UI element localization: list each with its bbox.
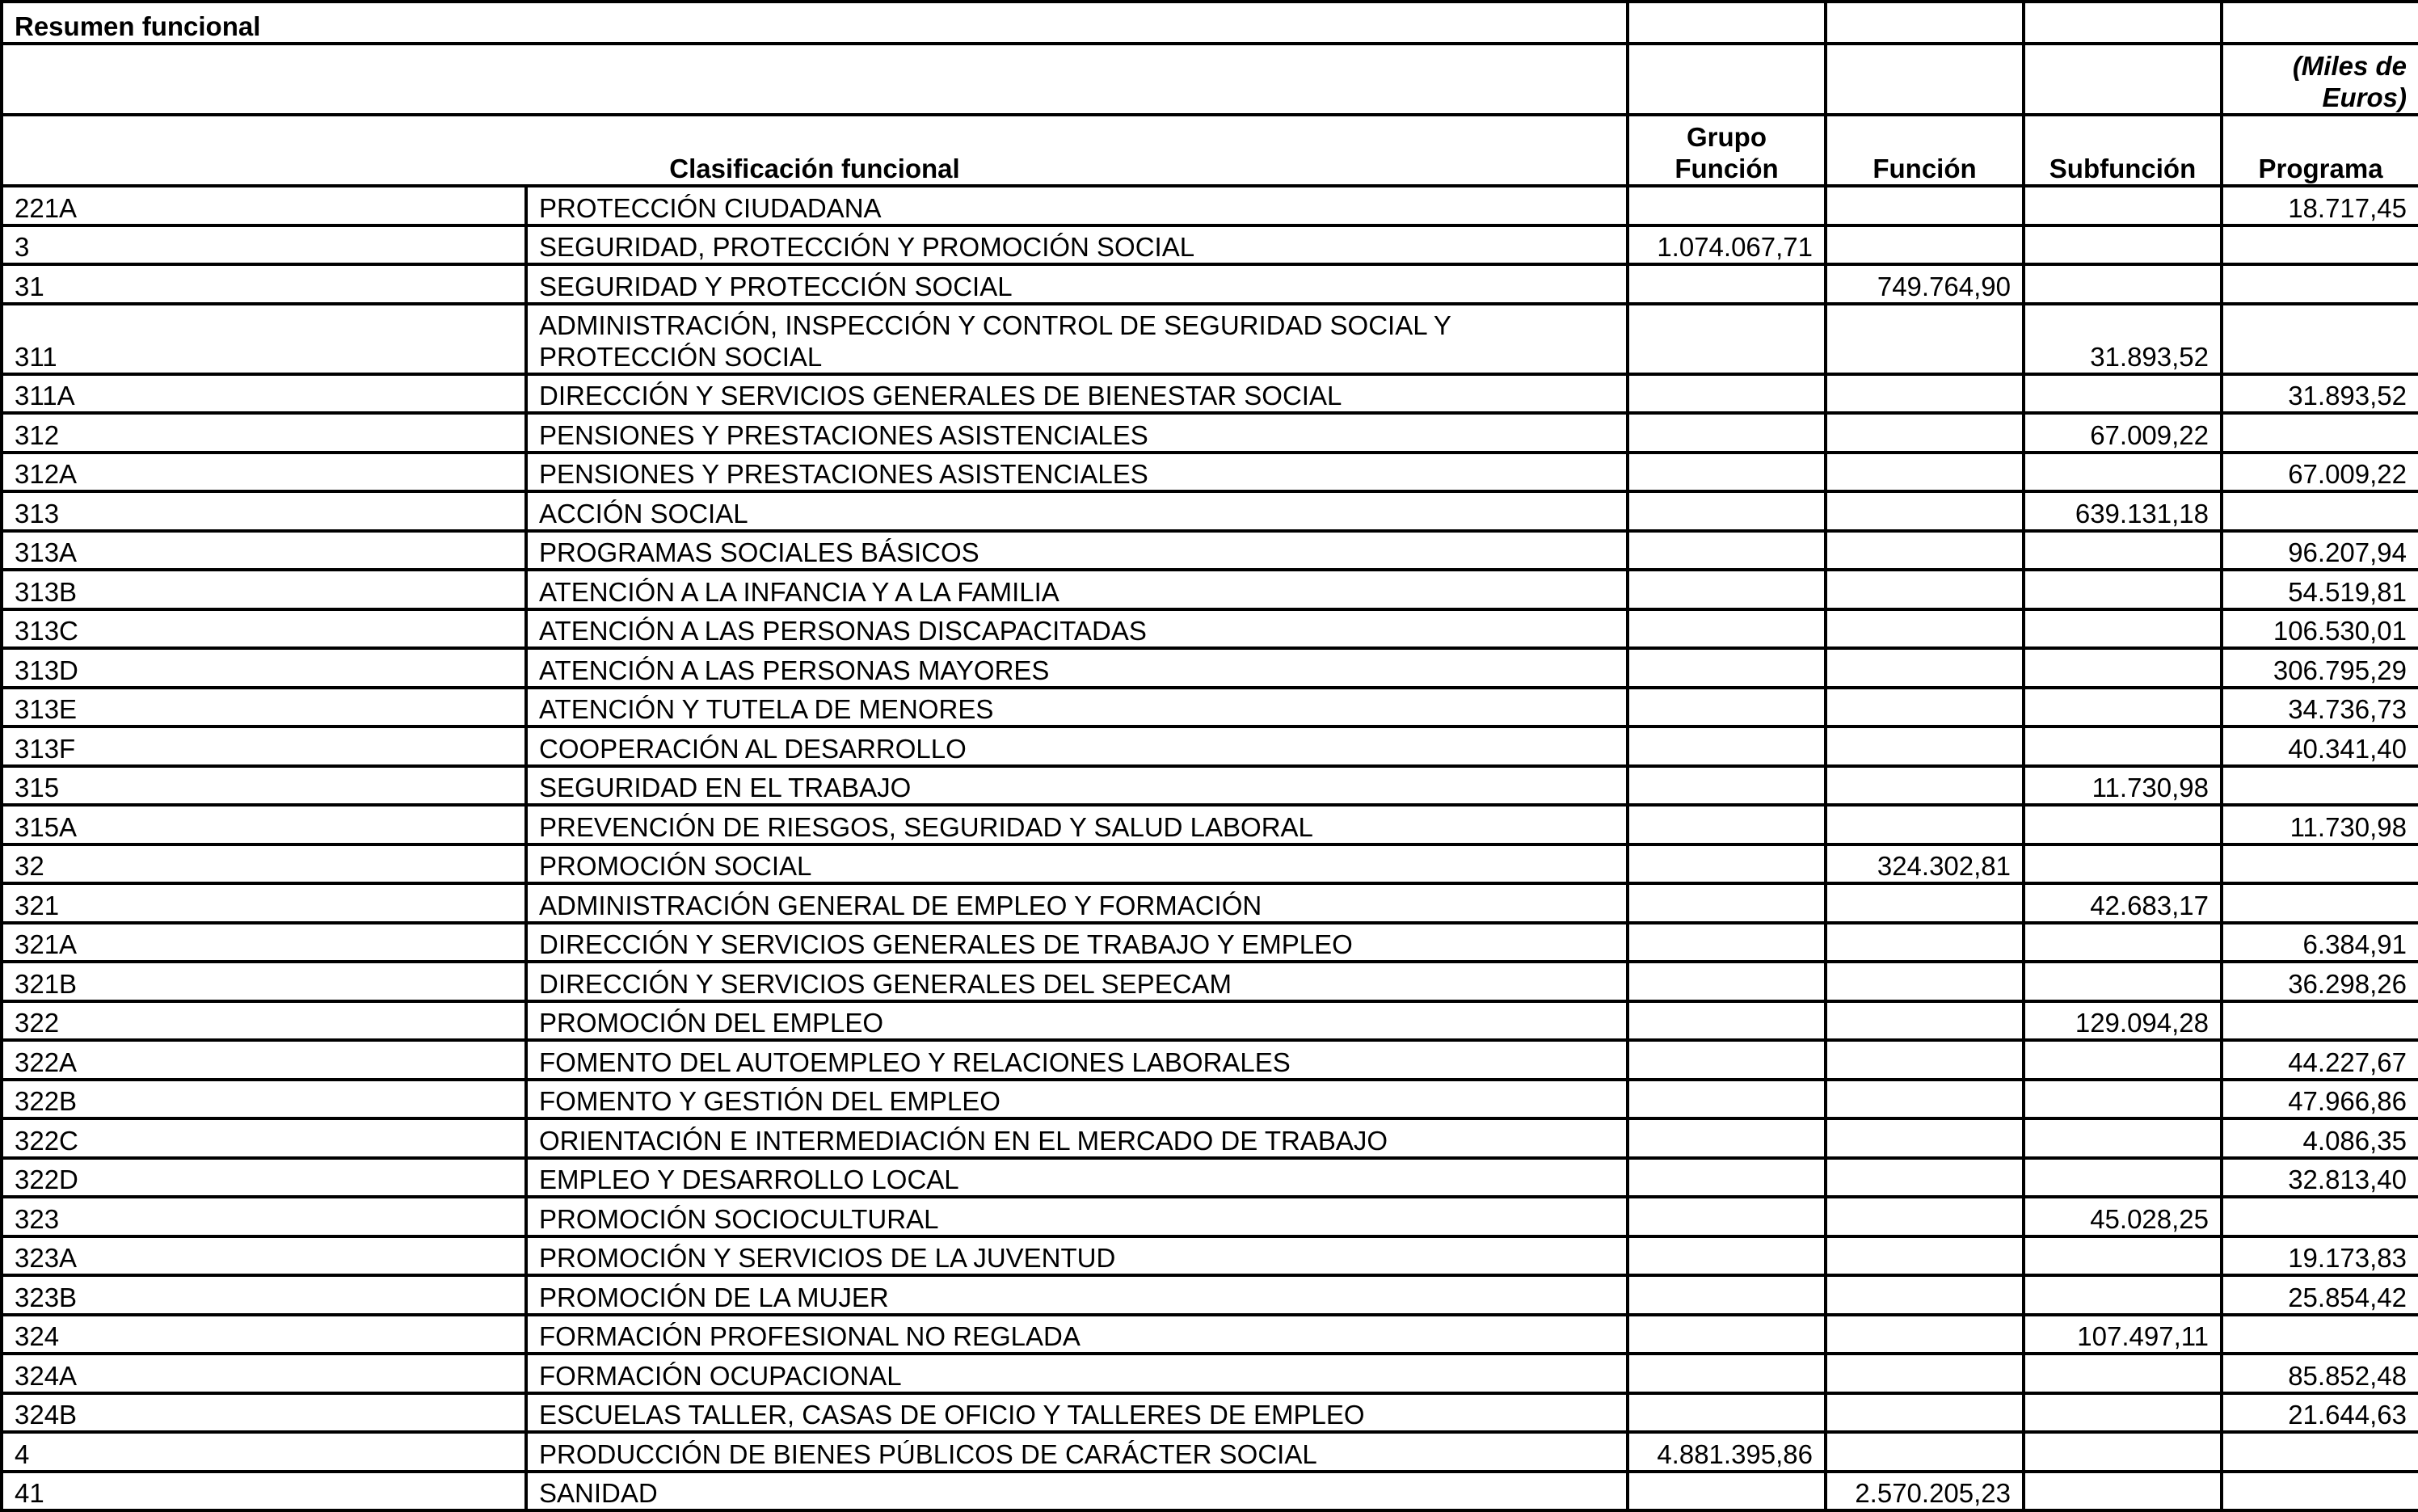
table-row [2,805,2418,844]
description-cell: ORIENTACIÓN E INTERMEDIACIÓN EN EL MERCADO DE TRABAJO [526,1118,1628,1158]
subfuncion-cell [2024,1236,2222,1276]
description-cell: PROMOCIÓN Y SERVICIOS DE LA JUVENTUD [526,1236,1628,1276]
description-cell: SEGURIDAD Y PROTECCIÓN SOCIAL [526,264,1628,304]
table-row [2,531,2418,571]
programa-cell [2222,766,2418,806]
funcion-cell [1826,883,2024,923]
description-cell: SANIDAD [526,1472,1628,1511]
header-row [2,115,2418,186]
empty-cell [1826,2,2024,44]
sheet-title: Resumen funcional [2,2,1628,44]
empty-cell [2,44,1628,115]
code-cell: 311 [2,304,526,374]
description-cell: PROTECCIÓN CIUDADANA [526,186,1628,225]
grupo-funcion-cell [1628,453,1826,492]
table-row [2,766,2418,806]
code-cell: 324 [2,1315,526,1354]
table-row [2,609,2418,649]
empty-cell [2024,44,2222,115]
table-row [2,1275,2418,1315]
grupo-funcion-cell [1628,374,1826,414]
subfuncion-cell [2024,1158,2222,1198]
subfuncion-cell: 11.730,98 [2024,766,2222,806]
funcion-cell [1826,962,2024,1001]
table-row [2,1001,2418,1041]
grupo-funcion-cell [1628,727,1826,766]
subfuncion-cell [2024,186,2222,225]
grupo-funcion-cell [1628,1158,1826,1198]
grupo-funcion-cell [1628,962,1826,1001]
code-cell: 321A [2,923,526,962]
code-cell: 31 [2,264,526,304]
funcion-cell [1826,1197,2024,1236]
subfuncion-cell [2024,570,2222,609]
programa-cell: 47.966,86 [2222,1080,2418,1119]
grupo-funcion-cell [1628,1040,1826,1080]
programa-cell: 25.854,42 [2222,1275,2418,1315]
table-row [2,453,2418,492]
funcion-cell [1826,1080,2024,1119]
description-cell: DIRECCIÓN Y SERVICIOS GENERALES DE BIENESTAR SOCIAL [526,374,1628,414]
grupo-funcion-cell [1628,1080,1826,1119]
grupo-funcion-cell [1628,1393,1826,1433]
subfuncion-cell [2024,1080,2222,1119]
grupo-funcion-cell [1628,570,1826,609]
funcion-cell [1826,531,2024,571]
table-row [2,413,2418,453]
description-cell: ACCIÓN SOCIAL [526,491,1628,531]
units-note: (Miles de Euros) [2222,44,2418,115]
description-cell: FOMENTO DEL AUTOEMPLEO Y RELACIONES LABORALES [526,1040,1628,1080]
subfuncion-cell [2024,805,2222,844]
code-cell: 312A [2,453,526,492]
programa-cell [2222,304,2418,374]
code-cell: 3 [2,225,526,265]
description-cell: ESCUELAS TALLER, CASAS DE OFICIO Y TALLERES DE EMPLEO [526,1393,1628,1433]
grupo-funcion-cell [1628,413,1826,453]
programa-cell: 6.384,91 [2222,923,2418,962]
code-cell: 322C [2,1118,526,1158]
funcion-cell [1826,186,2024,225]
table-row [2,727,2418,766]
description-cell: PENSIONES Y PRESTACIONES ASISTENCIALES [526,453,1628,492]
grupo-funcion-cell: 4.881.395,86 [1628,1432,1826,1472]
description-cell: PROMOCIÓN SOCIAL [526,844,1628,884]
table-row [2,186,2418,225]
table-row [2,1040,2418,1080]
grupo-funcion-cell [1628,264,1826,304]
grupo-funcion-cell [1628,648,1826,688]
code-cell: 313C [2,609,526,649]
subfuncion-cell: 42.683,17 [2024,883,2222,923]
grupo-funcion-cell [1628,766,1826,806]
header-clasificacion: Clasificación funcional [2,115,1628,186]
subfuncion-cell [2024,1040,2222,1080]
grupo-funcion-cell [1628,1197,1826,1236]
code-cell: 311A [2,374,526,414]
table-row [2,962,2418,1001]
subfuncion-cell [2024,962,2222,1001]
description-cell: DIRECCIÓN Y SERVICIOS GENERALES DE TRABAJO Y EMPLEO [526,923,1628,962]
subfuncion-cell [2024,1275,2222,1315]
table-row [2,844,2418,884]
table-row [2,374,2418,414]
grupo-funcion-cell [1628,1236,1826,1276]
programa-cell: 21.644,63 [2222,1393,2418,1433]
description-cell: SEGURIDAD EN EL TRABAJO [526,766,1628,806]
subfuncion-cell: 129.094,28 [2024,1001,2222,1041]
code-cell: 315A [2,805,526,844]
description-cell: PREVENCIÓN DE RIESGOS, SEGURIDAD Y SALUD LABORAL [526,805,1628,844]
empty-cell [2024,2,2222,44]
programa-cell [2222,844,2418,884]
programa-cell: 19.173,83 [2222,1236,2418,1276]
programa-cell: 31.893,52 [2222,374,2418,414]
funcion-cell [1826,570,2024,609]
table-row [2,225,2418,265]
empty-cell [1628,44,1826,115]
funcion-cell [1826,1236,2024,1276]
code-cell: 323 [2,1197,526,1236]
code-cell: 32 [2,844,526,884]
funcion-cell [1826,491,2024,531]
description-cell: FOMENTO Y GESTIÓN DEL EMPLEO [526,1080,1628,1119]
subfuncion-cell [2024,844,2222,884]
description-cell: ATENCIÓN Y TUTELA DE MENORES [526,688,1628,727]
programa-cell [2222,225,2418,265]
code-cell: 321 [2,883,526,923]
grupo-funcion-cell: 1.074.067,71 [1628,225,1826,265]
code-cell: 323B [2,1275,526,1315]
table-row [2,923,2418,962]
grupo-funcion-cell [1628,883,1826,923]
table-row [2,648,2418,688]
programa-cell: 36.298,26 [2222,962,2418,1001]
description-cell: FORMACIÓN OCUPACIONAL [526,1354,1628,1393]
grupo-funcion-cell [1628,1472,1826,1511]
programa-cell: 11.730,98 [2222,805,2418,844]
programa-cell [2222,491,2418,531]
programa-cell [2222,264,2418,304]
table-row [2,688,2418,727]
subfuncion-cell [2024,1472,2222,1511]
table-row [2,1354,2418,1393]
programa-cell: 18.717,45 [2222,186,2418,225]
funcion-cell [1826,1354,2024,1393]
table-row [2,1432,2418,1472]
programa-cell: 54.519,81 [2222,570,2418,609]
subfuncion-cell [2024,374,2222,414]
funcion-cell [1826,1158,2024,1198]
funcion-cell [1826,374,2024,414]
subfuncion-cell [2024,1432,2222,1472]
funcion-cell: 2.570.205,23 [1826,1472,2024,1511]
funcion-cell [1826,304,2024,374]
empty-cell [2222,2,2418,44]
funcion-cell [1826,1001,2024,1041]
funcion-cell [1826,453,2024,492]
code-cell: 322A [2,1040,526,1080]
description-cell: PENSIONES Y PRESTACIONES ASISTENCIALES [526,413,1628,453]
table-row [2,1080,2418,1119]
funcion-cell [1826,1118,2024,1158]
grupo-funcion-cell [1628,1275,1826,1315]
funcion-cell [1826,1040,2024,1080]
table-row [2,1315,2418,1354]
grupo-funcion-cell [1628,805,1826,844]
programa-cell [2222,1315,2418,1354]
header-funcion: Función [1826,115,2024,186]
grupo-funcion-cell [1628,531,1826,571]
table-row [2,1158,2418,1198]
grupo-funcion-cell [1628,491,1826,531]
programa-cell: 85.852,48 [2222,1354,2418,1393]
description-cell: ATENCIÓN A LAS PERSONAS MAYORES [526,648,1628,688]
funcion-cell [1826,1275,2024,1315]
table-row [2,1118,2418,1158]
subfuncion-cell [2024,727,2222,766]
code-cell: 41 [2,1472,526,1511]
subfuncion-cell [2024,264,2222,304]
subfuncion-cell [2024,1118,2222,1158]
programa-cell [2222,1197,2418,1236]
subfuncion-cell: 31.893,52 [2024,304,2222,374]
description-cell: PROMOCIÓN DEL EMPLEO [526,1001,1628,1041]
subfuncion-cell [2024,923,2222,962]
grupo-funcion-cell [1628,844,1826,884]
description-cell: ADMINISTRACIÓN GENERAL DE EMPLEO Y FORMACIÓN [526,883,1628,923]
description-cell: PROMOCIÓN SOCIOCULTURAL [526,1197,1628,1236]
funcion-cell [1826,413,2024,453]
funcion-cell [1826,727,2024,766]
table-row [2,570,2418,609]
grupo-funcion-cell [1628,1354,1826,1393]
code-cell: 313E [2,688,526,727]
description-cell: ATENCIÓN A LAS PERSONAS DISCAPACITADAS [526,609,1628,649]
header-subfuncion: Subfunción [2024,115,2222,186]
funcion-cell: 749.764,90 [1826,264,2024,304]
table-row [2,491,2418,531]
programa-cell [2222,1432,2418,1472]
code-cell: 323A [2,1236,526,1276]
description-cell: PROGRAMAS SOCIALES BÁSICOS [526,531,1628,571]
header-programa: Programa [2222,115,2418,186]
code-cell: 315 [2,766,526,806]
programa-cell: 44.227,67 [2222,1040,2418,1080]
description-cell: PROMOCIÓN DE LA MUJER [526,1275,1628,1315]
table-row [2,883,2418,923]
code-cell: 313A [2,531,526,571]
grupo-funcion-cell [1628,923,1826,962]
table-row [2,1472,2418,1511]
funcion-cell [1826,648,2024,688]
subfuncion-cell: 45.028,25 [2024,1197,2222,1236]
description-cell: EMPLEO Y DESARROLLO LOCAL [526,1158,1628,1198]
code-cell: 221A [2,186,526,225]
grupo-funcion-cell [1628,186,1826,225]
funcion-cell [1826,225,2024,265]
table-row [2,1393,2418,1433]
description-cell: DIRECCIÓN Y SERVICIOS GENERALES DEL SEPECAM [526,962,1628,1001]
code-cell: 324A [2,1354,526,1393]
funcion-cell [1826,923,2024,962]
description-cell: ADMINISTRACIÓN, INSPECCIÓN Y CONTROL DE SEGURIDAD SOCIAL Y PROTECCIÓN SOCIAL [526,304,1628,374]
description-cell: PRODUCCIÓN DE BIENES PÚBLICOS DE CARÁCTER SOCIAL [526,1432,1628,1472]
table-row [2,1236,2418,1276]
table-row [2,1197,2418,1236]
programa-cell: 96.207,94 [2222,531,2418,571]
grupo-funcion-cell [1628,688,1826,727]
funcion-cell [1826,1432,2024,1472]
code-cell: 313 [2,491,526,531]
code-cell: 322B [2,1080,526,1119]
programa-cell: 34.736,73 [2222,688,2418,727]
programa-cell [2222,883,2418,923]
code-cell: 312 [2,413,526,453]
grupo-funcion-cell [1628,1118,1826,1158]
funcion-cell [1826,805,2024,844]
programa-cell [2222,1472,2418,1511]
programa-cell: 4.086,35 [2222,1118,2418,1158]
description-cell: COOPERACIÓN AL DESARROLLO [526,727,1628,766]
subfuncion-cell [2024,648,2222,688]
empty-cell [1826,44,2024,115]
code-cell: 322 [2,1001,526,1041]
programa-cell: 32.813,40 [2222,1158,2418,1198]
subfuncion-cell [2024,688,2222,727]
programa-cell: 67.009,22 [2222,453,2418,492]
funcion-cell [1826,1315,2024,1354]
subfuncion-cell: 639.131,18 [2024,491,2222,531]
grupo-funcion-cell [1628,1001,1826,1041]
funcion-cell [1826,766,2024,806]
subfuncion-cell [2024,609,2222,649]
code-cell: 322D [2,1158,526,1198]
code-cell: 324B [2,1393,526,1433]
subfuncion-cell: 107.497,11 [2024,1315,2222,1354]
empty-cell [1628,2,1826,44]
subfuncion-cell [2024,225,2222,265]
code-cell: 313B [2,570,526,609]
programa-cell: 40.341,40 [2222,727,2418,766]
grupo-funcion-cell [1628,1315,1826,1354]
description-cell: FORMACIÓN PROFESIONAL NO REGLADA [526,1315,1628,1354]
funcion-cell [1826,609,2024,649]
grupo-funcion-cell [1628,609,1826,649]
description-cell: ATENCIÓN A LA INFANCIA Y A LA FAMILIA [526,570,1628,609]
table-row [2,264,2418,304]
funcion-cell [1826,1393,2024,1433]
units-row [2,44,2418,115]
table-row [2,304,2418,374]
code-cell: 313F [2,727,526,766]
programa-cell: 306.795,29 [2222,648,2418,688]
grupo-funcion-cell [1628,304,1826,374]
title-row [2,2,2418,44]
subfuncion-cell [2024,1354,2222,1393]
programa-cell [2222,413,2418,453]
subfuncion-cell [2024,453,2222,492]
code-cell: 313D [2,648,526,688]
code-cell: 4 [2,1432,526,1472]
funcion-cell [1826,688,2024,727]
code-cell: 321B [2,962,526,1001]
subfuncion-cell: 67.009,22 [2024,413,2222,453]
programa-cell: 106.530,01 [2222,609,2418,649]
header-grupo-funcion: Grupo Función [1628,115,1826,186]
description-cell: SEGURIDAD, PROTECCIÓN Y PROMOCIÓN SOCIAL [526,225,1628,265]
programa-cell [2222,1001,2418,1041]
subfuncion-cell [2024,531,2222,571]
funcion-cell: 324.302,81 [1826,844,2024,884]
subfuncion-cell [2024,1393,2222,1433]
